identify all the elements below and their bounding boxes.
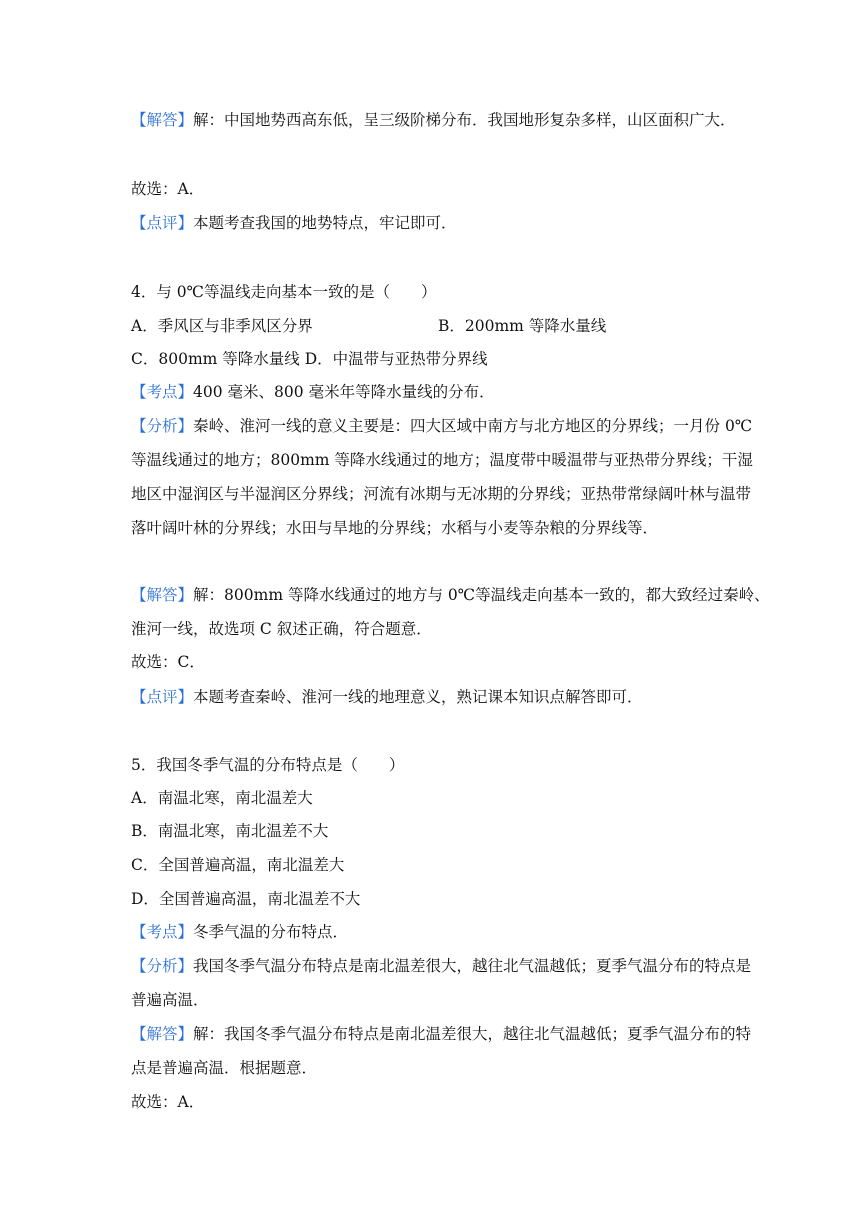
q3-comment: 【点评】本题考查我国的地势特点，牢记即可．: [131, 214, 457, 232]
q4-option-a: A．季风区与非季风区分界: [131, 317, 313, 335]
q4-analysis-line: 地区中湿润区与半湿润区分界线；河流有冰期与无冰期的分界线；亚热带常绿阔叶林与温带: [131, 485, 752, 503]
q3-answer: 【解答】解：中国地势西高东低，呈三级阶梯分布．我国地形复杂多样，山区面积广大．: [131, 111, 736, 129]
q3-conclusion: 故选：A．: [131, 180, 205, 198]
q4-analysis: 【分析】秦岭、淮河一线的意义主要是：四大区域中南方与北方地区的分界线；一月份 0℃: [131, 417, 753, 435]
q5-answer: 【解答】解：我国冬季气温分布特点是南北温差很大，越往北气温越低；夏季气温分布的特: [131, 1025, 752, 1043]
q5-analysis-line: 普遍高温．: [131, 991, 209, 1009]
q4-analysis-line: 等温线通过的地方；800mm 等降水线通过的地方；温度带中暖温带与亚热带分界线；干湿: [131, 451, 753, 469]
q5-conclusion: 故选：A．: [131, 1093, 205, 1111]
q4-answer-line: 淮河一线，故选项 C 叙述正确，符合题意．: [131, 620, 432, 638]
comment-tag: 【点评】: [131, 688, 194, 706]
q4-comment: 【点评】本题考查秦岭、淮河一线的地理意义，熟记课本知识点解答即可．: [131, 688, 643, 706]
answer-tag: 【解答】: [131, 586, 194, 604]
q4-analysis-line: 落叶阔叶林的分界线；水田与旱地的分界线；水稻与小麦等杂粮的分界线等．: [131, 519, 659, 537]
analysis-tag: 【分析】: [131, 957, 194, 975]
q4-stem: 4．与 0℃等温线走向基本一致的是（ ）: [131, 283, 437, 301]
answer-tag: 【解答】: [131, 1025, 194, 1043]
q4-kaodian: 【考点】400 毫米、800 毫米年等降水量线的分布．: [131, 383, 495, 401]
q4-options-ab: [131, 316, 731, 336]
q5-option-a: A．南温北寒，南北温差大: [131, 789, 313, 807]
comment-tag: 【点评】: [131, 214, 194, 232]
q4-conclusion: 故选：C．: [131, 653, 205, 671]
q4-option-b: B．200mm 等降水量线: [438, 317, 607, 335]
q4-options-cd: C．800mm 等降水量线 D．中温带与亚热带分界线: [131, 350, 488, 368]
answer-tag: 【解答】: [131, 111, 194, 129]
q5-analysis: 【分析】我国冬季气温分布特点是南北温差很大，越往北气温越低；夏季气温分布的特点是: [131, 957, 752, 975]
q5-kaodian: 【考点】冬季气温的分布特点．: [131, 923, 349, 941]
kaodian-tag: 【考点】: [131, 923, 194, 941]
analysis-tag: 【分析】: [131, 417, 194, 435]
q5-option-b: B．南温北寒，南北温差不大: [131, 822, 329, 840]
q5-option-d: D．全国普遍高温，南北温差不大: [131, 890, 361, 908]
kaodian-tag: 【考点】: [131, 383, 194, 401]
q5-option-c: C．全国普遍高温，南北温差大: [131, 856, 345, 874]
q5-stem: 5．我国冬季气温的分布特点是（ ）: [131, 756, 405, 774]
q4-answer: 【解答】解：800mm 等降水线通过的地方与 0℃等温线走向基本一致的，都大致经过秦岭、: [131, 586, 770, 604]
q5-answer-line: 点是普遍高温．根据题意．: [131, 1059, 318, 1077]
